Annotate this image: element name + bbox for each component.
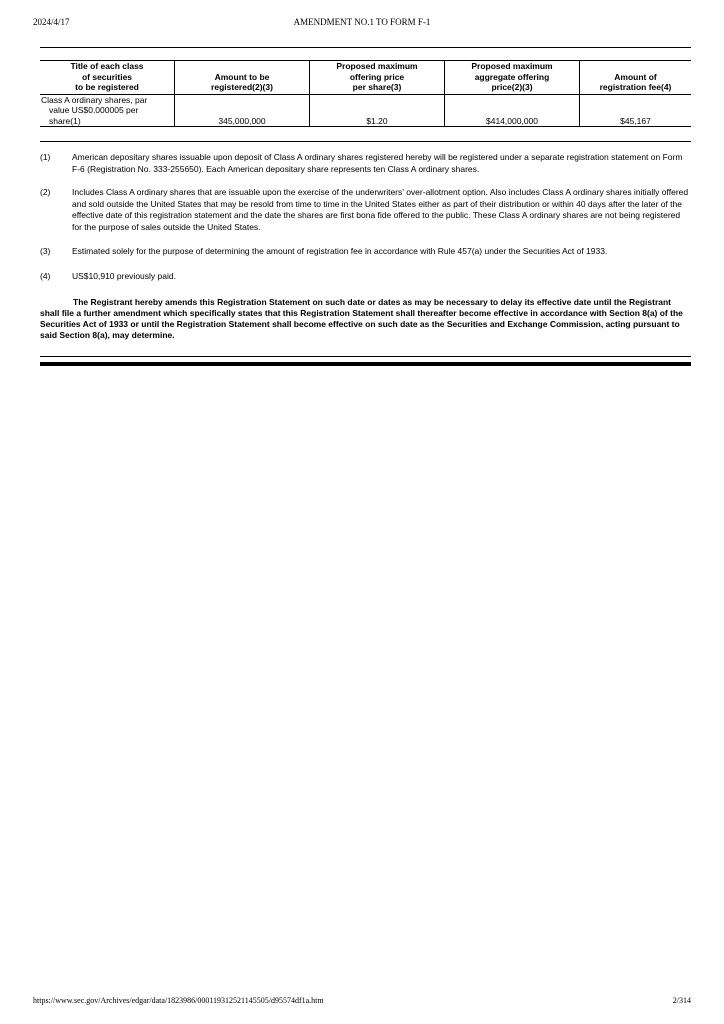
footnote-text: US$10,910 previously paid. <box>72 271 176 281</box>
bottom-divider-thin <box>40 356 691 357</box>
footnote-text: Includes Class A ordinary shares that are issuable upon the exercise of the underwriters’ over-allotment option. Also includes Class A ordinary shares initially offered and sold outside the United States that may be resold from time to time in the United States either as part of their distribution or within 40 days after the later of the effective date of this registration statement and the date the shares are first bona fide offered to the public. These Class A ordinary shares are not being registered for the purpose of sales outside the United States. <box>72 187 689 232</box>
bottom-divider-thick <box>40 362 691 366</box>
header-title: AMENDMENT NO.1 TO FORM F-1 <box>293 17 431 27</box>
fee-table <box>40 60 691 127</box>
header-date: 2024/4/17 <box>33 17 70 27</box>
column-header-aggregate-price: Proposed maximum aggregate offering price(2)(3) <box>445 61 580 95</box>
footnote <box>40 271 691 283</box>
column-header-registration-fee: Amount of registration fee(4) <box>580 61 692 95</box>
column-header-amount: Amount to be registered(2)(3) <box>175 61 310 95</box>
footnote <box>40 152 691 175</box>
footnote-number: (3) <box>40 246 51 256</box>
aggregate-price-cell: $414,000,000 <box>445 94 580 127</box>
footnote <box>40 246 691 258</box>
footnote-number: (2) <box>40 187 51 197</box>
footnote-text: Estimated solely for the purpose of determining the amount of registration fee in accordance with Rule 457(a) under the Securities Act of 1933. <box>72 246 608 256</box>
registration-fee-cell: $45,167 <box>580 94 692 127</box>
footnote-text: American depositary shares issuable upon deposit of Class A ordinary shares registered hereby will be registered under a separate registration statement on Form F-6 (Registration No. 333-255650). Each American depositary share represents ten Class A ordinary shares. <box>72 152 683 174</box>
footnote-number: (4) <box>40 271 51 281</box>
footnote-number: (1) <box>40 152 51 162</box>
amount-cell: 345,000,000 <box>175 94 310 127</box>
price-per-share-cell: $1.20 <box>310 94 445 127</box>
fee-table-header-row <box>40 61 691 95</box>
table-divider <box>40 141 691 142</box>
footnote <box>40 187 691 233</box>
column-header-title: Title of each class of securities to be registered <box>40 61 175 95</box>
column-header-offering-price: Proposed maximum offering price per share(3) <box>310 61 445 95</box>
security-title-cell: Class A ordinary shares, par value US$0.000005 per share(1) <box>40 94 175 127</box>
top-divider <box>40 47 691 48</box>
footer-url: https://www.sec.gov/Archives/edgar/data/1823986/000119312521145505/d95574df1a.htm <box>33 996 324 1005</box>
page-number: 2/314 <box>672 996 691 1005</box>
table-row <box>40 94 691 127</box>
delaying-amendment-statement: The Registrant hereby amends this Registration Statement on such date or dates as may be necessary to delay its effective date until the Registrant shall file a further amendment which specifically states that this Registration Statement shall thereafter become effective in accordance with Section 8(a) of the Securities Act of 1933 or until the Registration Statement shall become effective on such date as the Securities and Exchange Commission, acting pursuant to said Section 8(a), may determine. <box>40 297 683 340</box>
